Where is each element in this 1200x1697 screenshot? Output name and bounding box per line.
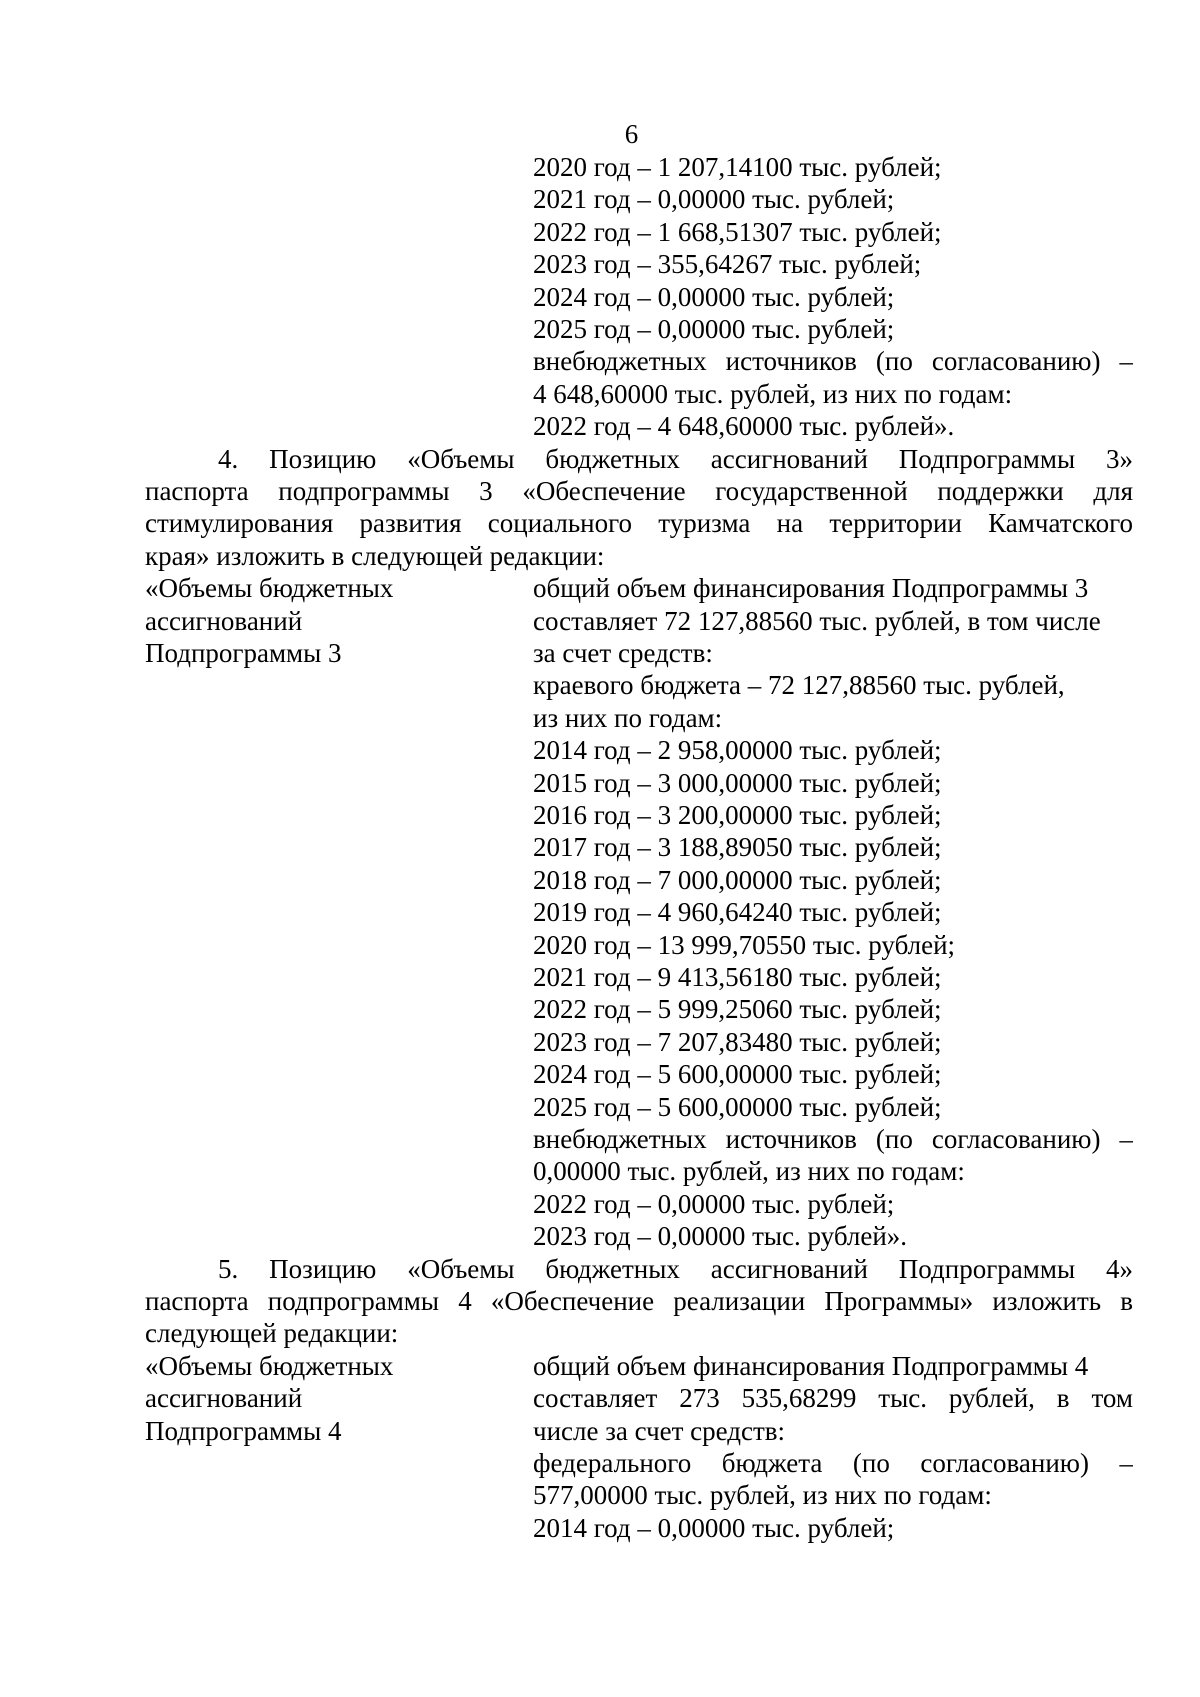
table-value-cell: общий объем финансирования Подпрограммы 4 xyxy=(533,1350,1089,1381)
text-line xyxy=(0,443,1200,475)
table-value-cell: 2022 год – 0,00000 тыс. рублей; xyxy=(533,1188,895,1219)
table-label-cell: Подпрограммы 4 xyxy=(145,1415,342,1446)
text-line xyxy=(0,1155,1200,1187)
table-value-cell: 2018 год – 7 000,00000 тыс. рублей; xyxy=(533,864,942,895)
table-value-cell: 2021 год – 9 413,56180 тыс. рублей; xyxy=(533,962,942,992)
text-line xyxy=(0,216,1200,248)
text-line xyxy=(0,1253,1200,1285)
text-line xyxy=(0,734,1200,766)
table-value-cell: числе за счет средств: xyxy=(533,1415,786,1446)
table-value-cell: 2022 год – 1 668,51307 тыс. рублей; xyxy=(533,216,942,247)
paragraph-line: следующей редакции: xyxy=(145,1318,399,1349)
text-line xyxy=(0,767,1200,799)
paragraph-line: 4. Позицию «Объемы бюджетных ассигнований Подпрограммы 3» xyxy=(218,443,1133,474)
text-line xyxy=(0,1188,1200,1220)
text-line xyxy=(0,151,1200,183)
table-value-cell: 2025 год – 5 600,00000 тыс. рублей; xyxy=(533,1091,942,1122)
table-value-cell: 2023 год – 7 207,83480 тыс. рублей; xyxy=(533,1026,942,1057)
table-value-cell: за счет средств: xyxy=(533,638,713,668)
table-label-cell: ассигнований xyxy=(145,605,303,636)
page-number: 6 xyxy=(624,119,639,149)
table-value-cell: 2020 год – 13 999,70550 тыс. рублей; xyxy=(533,929,956,960)
table-label-cell: ассигнований xyxy=(145,1383,303,1414)
text-line xyxy=(0,475,1200,507)
paragraph-line: паспорта подпрограммы 3 «Обеспечение государственной поддержки для xyxy=(145,476,1133,506)
text-line xyxy=(0,799,1200,831)
text-line xyxy=(0,345,1200,377)
text-line xyxy=(0,378,1200,410)
text-line xyxy=(0,896,1200,928)
text-line xyxy=(0,1317,1200,1349)
text-line xyxy=(0,702,1200,734)
text-line xyxy=(0,281,1200,313)
table-value-cell: 0,00000 тыс. рублей, из них по годам: xyxy=(533,1156,965,1187)
table-value-cell: 2024 год – 0,00000 тыс. рублей; xyxy=(533,281,895,312)
text-line xyxy=(0,929,1200,961)
text-line xyxy=(0,1123,1200,1155)
table-value-cell: 2022 год – 5 999,25060 тыс. рублей; xyxy=(533,994,942,1025)
table-value-cell: 2022 год – 4 648,60000 тыс. рублей». xyxy=(533,411,955,442)
table-value-cell: 4 648,60000 тыс. рублей, из них по годам: xyxy=(533,378,1013,409)
text-line xyxy=(0,1415,1200,1447)
text-line xyxy=(0,605,1200,637)
table-value-cell: 2014 год – 2 958,00000 тыс. рублей; xyxy=(533,735,942,766)
table-value-cell: общий объем финансирования Подпрограммы 3 xyxy=(533,573,1089,604)
table-value-cell: составляет 273 535,68299 тыс. рублей, в том xyxy=(533,1383,1133,1414)
table-label-cell: Подпрограммы 3 xyxy=(145,638,342,668)
text-line xyxy=(0,1091,1200,1123)
table-label-cell: «Объемы бюджетных xyxy=(145,573,394,604)
text-line xyxy=(0,1447,1200,1479)
text-line xyxy=(0,1479,1200,1511)
text-line xyxy=(0,961,1200,993)
table-value-cell: 2016 год – 3 200,00000 тыс. рублей; xyxy=(533,800,942,830)
text-line xyxy=(0,313,1200,345)
text-line xyxy=(0,669,1200,701)
table-value-cell: внебюджетных источников (по согласованию) – xyxy=(533,1124,1133,1154)
table-value-cell: краевого бюджета – 72 127,88560 тыс. рублей, xyxy=(533,670,1065,701)
table-value-cell: федерального бюджета (по согласованию) – xyxy=(533,1448,1133,1478)
text-line xyxy=(0,1382,1200,1414)
text-line xyxy=(0,507,1200,539)
table-value-cell: 2025 год – 0,00000 тыс. рублей; xyxy=(533,314,895,344)
text-line xyxy=(0,1350,1200,1382)
table-value-cell: 2014 год – 0,00000 тыс. рублей; xyxy=(533,1512,895,1543)
text-line xyxy=(0,864,1200,896)
table-value-cell: внебюджетных источников (по согласованию) – xyxy=(533,346,1133,377)
table-label-cell: «Объемы бюджетных xyxy=(145,1350,394,1381)
table-value-cell: 2021 год – 0,00000 тыс. рублей; xyxy=(533,184,895,215)
text-line xyxy=(0,540,1200,572)
paragraph-line: паспорта подпрограммы 4 «Обеспечение реализации Программы» изложить в xyxy=(145,1286,1133,1316)
text-line xyxy=(0,572,1200,604)
paragraph-line: 5. Позицию «Объемы бюджетных ассигнований Подпрограммы 4» xyxy=(218,1253,1133,1284)
table-value-cell: 2024 год – 5 600,00000 тыс. рублей; xyxy=(533,1059,942,1090)
table-value-cell: 2017 год – 3 188,89050 тыс. рублей; xyxy=(533,832,942,863)
text-line xyxy=(0,831,1200,863)
text-line xyxy=(0,993,1200,1025)
table-value-cell: 2015 год – 3 000,00000 тыс. рублей; xyxy=(533,767,942,798)
table-value-cell: составляет 72 127,88560 тыс. рублей, в том числе xyxy=(533,605,1101,636)
paragraph-line: стимулирования развития социального туризма на территории Камчатского xyxy=(145,508,1133,539)
table-value-cell: 577,00000 тыс. рублей, из них по годам: xyxy=(533,1480,992,1511)
table-value-cell: 2019 год – 4 960,64240 тыс. рублей; xyxy=(533,897,942,928)
text-line xyxy=(0,1512,1200,1544)
table-value-cell: 2023 год – 0,00000 тыс. рублей». xyxy=(533,1221,908,1252)
text-line xyxy=(0,183,1200,215)
text-line xyxy=(0,410,1200,442)
table-value-cell: из них по годам: xyxy=(533,702,723,733)
text-line xyxy=(0,1285,1200,1317)
text-line xyxy=(0,1026,1200,1058)
paragraph-line: края» изложить в следующей редакции: xyxy=(145,540,605,571)
text-line xyxy=(0,1058,1200,1090)
table-value-cell: 2023 год – 355,64267 тыс. рублей; xyxy=(533,249,922,280)
text-line xyxy=(0,248,1200,280)
text-line xyxy=(0,1220,1200,1252)
text-line xyxy=(0,637,1200,669)
table-value-cell: 2020 год – 1 207,14100 тыс. рублей; xyxy=(533,152,942,182)
